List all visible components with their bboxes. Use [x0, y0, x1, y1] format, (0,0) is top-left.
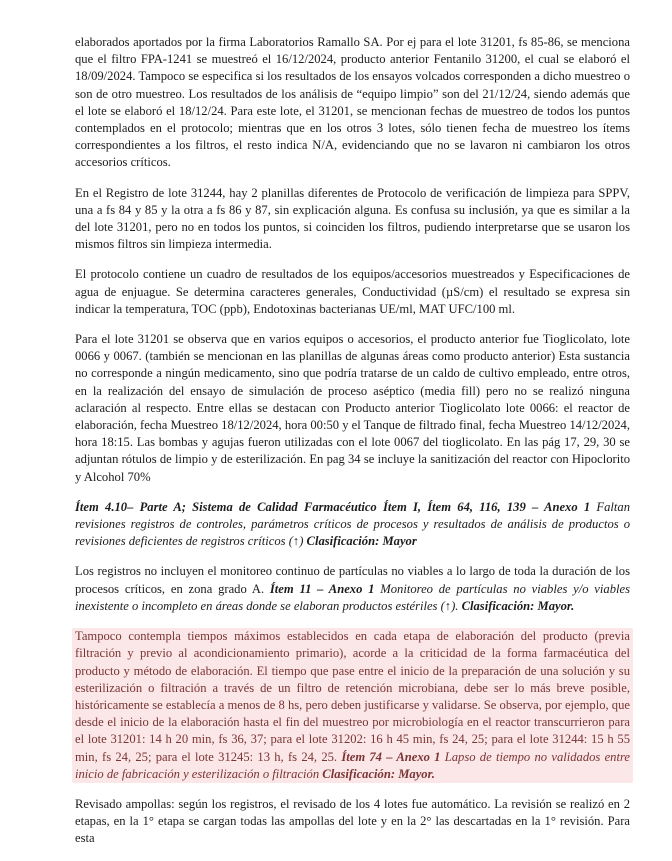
paragraph-p3 [75, 266, 630, 318]
body-text: El protocolo contiene un cuadro de resultados de los equipos/accesorios muestreados y Especificaciones de agua de enjuague. Se determina caracteres generales, Conductividad (µS/cm) el resultado se expresa sin indicar la temperatura, TOC (ppb), Endotoxinas bacterianas UE/ml, MAT UFC/100 ml. [75, 267, 630, 316]
bold-italic-reference: Clasificación: Mayor [306, 534, 417, 549]
italic-finding-text: Lapso de tiempo no validados entre inicio de fabricación y esterilización o filtración [75, 749, 630, 781]
body-text: Para el lote 31201 se observa que en varios equipos o accesorios, el producto anterior fue Tioglicolato, lote 0066 y 0067. (también se mencionan en las planillas de algunas áreas como producto anterior) Esta sustancia no corresponde a ningún medicamento, sino que podría tratarse de un caldo de cultivo empleado, entre otros, en la realización del ensayo de simulación de proceso aséptico (media fill) pero no se realizó ninguna aclaración al respecto. Entre ellas se destacan con Producto anterior Tioglicolato lote 0066: el reactor de elaboración, fecha Muestreo 18/12/2024, hora 00:50 y el Tanque de filtrado final, fecha Muestreo 14/12/2024, hora 18:15. Las bombas y agujas fueron utilizadas con el lote 0067 del tioglicolato. En las pág 17, 29, 30 se adjuntan rótulos de limpio y de esterilización. En pag 34 se incluye la sanitización del reactor con Hipoclorito y Alcohol 70% [75, 332, 630, 484]
italic-finding-text: Monitoreo de partículas no viables y/o viables inexistente o incompleto en áreas donde se elaboran productos estériles (↑). [75, 581, 630, 613]
paragraph-p2 [75, 185, 630, 254]
paragraph-p5 [75, 499, 630, 551]
body-text: Revisado ampollas: según los registros, el revisado de los 4 lotes fue automático. La revisión se realizó en 2 etapas, en la 1° etapa se cargan todas las ampollas del lote y en la 2° las descartadas en la 1° revisión. Para esta [75, 796, 630, 846]
body-text: Tampoco contempla tiempos máximos establecidos en cada etapa de elaboración del producto (previa filtración y previo al acondicionamiento primario), acorde a la criticidad de la forma farmacéutica del producto y método de elaboración. El tiempo que pase entre el inicio de la preparación de una solución y su esterilización o filtración a través de un filtro de retención microbiana, debe ser lo más breve posible, históricamente se establecía a menos de 8 hs, pero deben justificarse y validarse. Se observa, por ejemplo, que desde el inicio de la elaboración hasta el fin del muestreo por microbiología en el reactor transcurrieron para el lote 31201: 14 h 20 min, fs 36, 37; para el lote 31202: 16 h 45 min, fs 24, 25; para el lote 31244: 15 h 55 min, fs 24, 25; para el lote 31245: 13 h, fs 24, 25. [75, 629, 630, 764]
body-text: elaborados aportados por la firma Laboratorios Ramallo SA. Por ej para el lote 31201, fs 85-86, se menciona que el filtro FPA-1241 se muestreó el 16/12/2024, producto anterior Fentanilo 31200, el cual se elaboró el 18/09/2024. Tampoco se especifica si los resultados de los ensayos volcados corresponden a dicho muestreo o son de otro muestreo. Los resultados de los análisis de “equipo limpio” son del 21/12/24, siendo además que el lote se elaboró el 18/12/24. Para este lote, el 31201, se mencionan fechas de muestreo de todos los puntos contemplados en el protocolo; mientras que en los otros 3 lotes, sólo tienen fecha de muestreo los ítems correspondientes a los filtros, el resto indica N/A, evidenciando que no se lavaron ni cambiaron los otros accesorios críticos. [75, 35, 630, 170]
paragraph-p1 [75, 34, 630, 172]
bold-italic-reference: Clasificación: Mayor. [322, 766, 435, 781]
paragraph-p8 [75, 796, 630, 848]
paragraph-p7 [72, 628, 633, 783]
bold-italic-reference: Ítem 4.10– Parte A; Sistema de Calidad Farmacéutico Ítem I, Ítem 64, 116, 139 – Anexo 1 [75, 499, 591, 514]
document-page [75, 34, 630, 861]
bold-italic-reference: Ítem 74 – Anexo 1 [341, 749, 441, 764]
italic-finding-text: Faltan revisiones registros de controles, parámetros críticos de procesos y resultados de análisis de productos o revisiones deficientes de registros críticos (↑) [75, 499, 630, 549]
bold-italic-reference: Clasificación: Mayor. [461, 598, 575, 613]
paragraph-p4 [75, 331, 630, 486]
paragraph-p6 [75, 563, 630, 615]
bold-italic-reference: Ítem 11 – Anexo 1 [269, 581, 375, 596]
body-text: Los registros no incluyen el monitoreo continuo de partículas no viables a lo largo de toda la duración de los procesos críticos, en zona grado A. [75, 564, 630, 596]
body-text: En el Registro de lote 31244, hay 2 planillas diferentes de Protocolo de verificación de limpieza para SPPV, una a fs 84 y 85 y la otra a fs 86 y 87, sin explicación alguna. Es confusa su inclusión, ya que es similar a la del lote 31201, pero no en todos los puntos, si coinciden los filtros, pudiendo interpretarse que se usaron los mismos filtros sin limpieza intermedia. [75, 185, 630, 252]
